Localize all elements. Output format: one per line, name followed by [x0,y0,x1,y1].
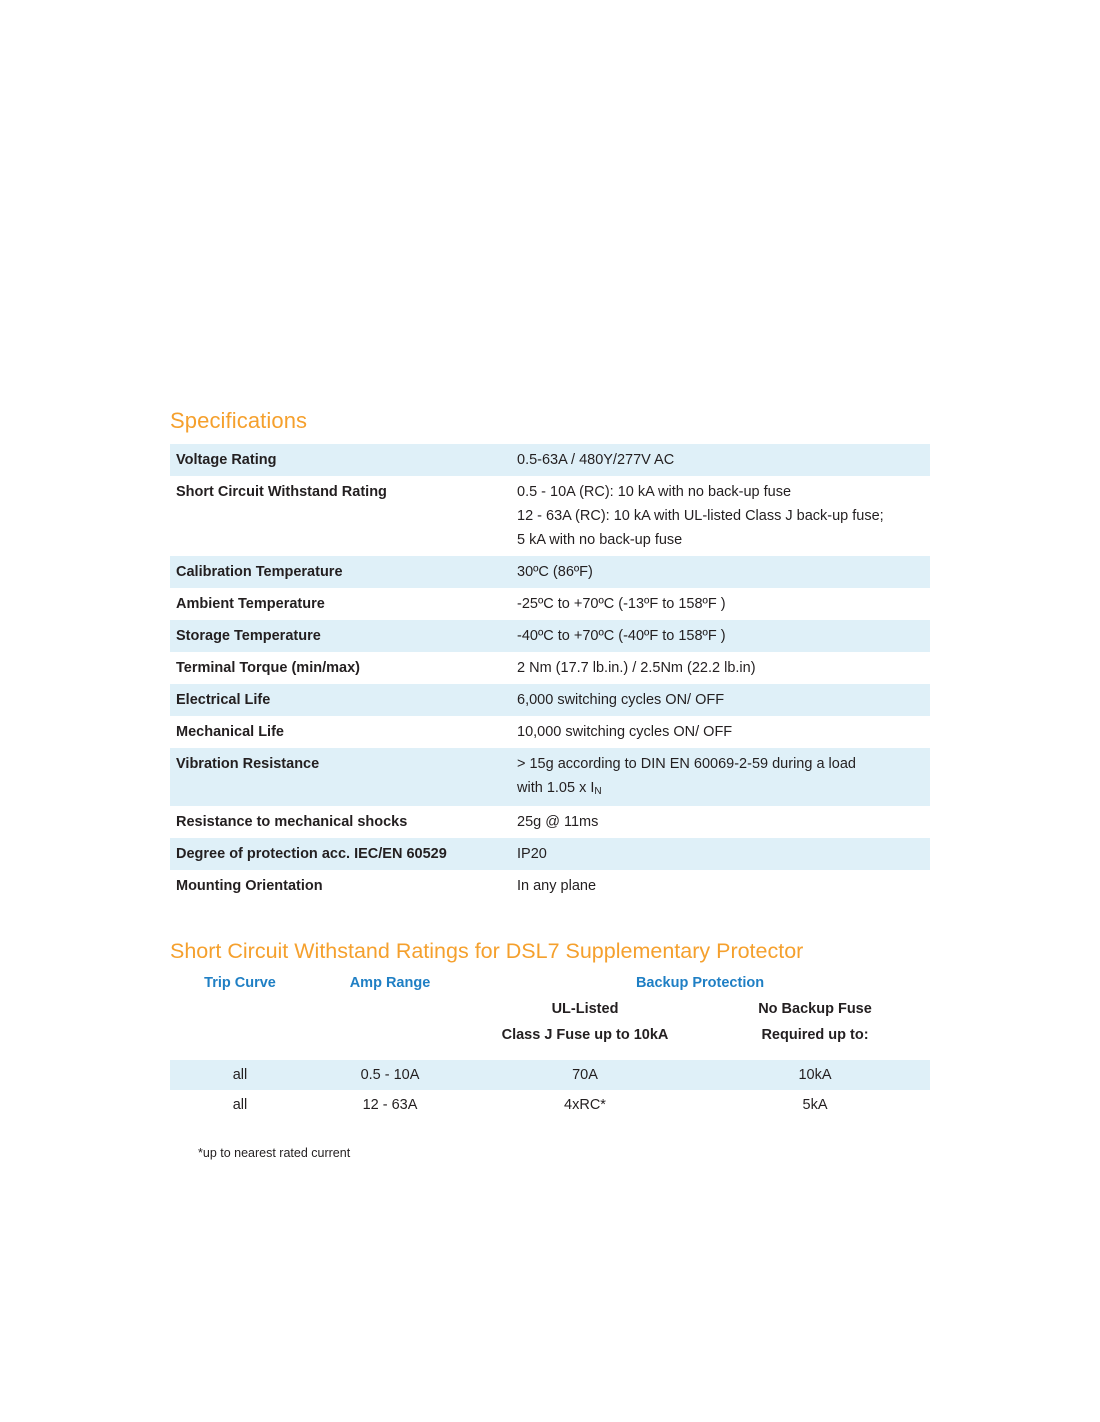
table-row [170,870,930,902]
cell-amp-range: 12 - 63A [362,1097,418,1113]
spacer-cell [470,1048,700,1060]
spec-label: Ambient Temperature [176,596,325,612]
header-row-secondary [170,996,930,1022]
short-circuit-heading: Short Circuit Withstand Ratings for DSL7 Supplementary Protector [170,939,804,963]
spec-label: Vibration Resistance [170,748,511,806]
spec-value [511,716,930,748]
cell-no-backup: 5kA [802,1097,828,1113]
table-row [170,838,930,870]
cell-amp-range: 0.5 - 10A [310,1060,470,1090]
spec-value-line: 6,000 switching cycles ON/ OFF [517,692,725,708]
spec-value-line: 5 kA with no back-up fuse [517,532,683,548]
table-row [170,684,930,716]
spacer-cell [310,1048,470,1060]
table-row [170,748,930,806]
spec-value-line: 0.5 - 10A (RC): 10 kA with no back-up fuse [517,484,792,500]
spec-label: Storage Temperature [170,620,511,652]
specifications-heading: Specifications [170,408,308,433]
header-row-primary [170,970,930,996]
spec-label: Resistance to mechanical shocks [176,814,408,830]
cell-ul-listed: 70A [470,1060,700,1090]
header-backup-protection: Backup Protection [635,975,765,991]
spec-value-line: 30ºC (86ºF) [517,564,593,580]
table-row [170,1060,930,1090]
spec-label: Short Circuit Withstand Rating [176,484,387,500]
spec-label: Terminal Torque (min/max) [176,660,360,676]
spec-value [511,444,930,476]
spec-value [511,588,930,620]
spec-value-line: 12 - 63A (RC): 10 kA with UL-listed Class J back-up fuse; [517,508,884,524]
spec-label: Mechanical Life [176,724,284,740]
spec-label: Calibration Temperature [170,556,511,588]
spec-value-line: In any plane [517,878,597,894]
spec-value [511,838,930,870]
spec-value [511,806,930,838]
spec-value-line: 0.5-63A / 480Y/277V AC [517,452,675,468]
table-row [170,588,930,620]
spec-value-line: 25g @ 11ms [517,814,599,830]
specifications-table-body [170,444,930,902]
spec-value-line: 10,000 switching cycles ON/ OFF [517,724,733,740]
content-area [170,408,930,1160]
short-circuit-table-body [170,1060,930,1120]
table-row [170,716,930,748]
header-blank-1 [170,996,310,1022]
header-amp-range: Amp Range [349,975,431,991]
spec-value-line: -25ºC to +70ºC (-13ºF to 158ºF ) [517,596,726,612]
spec-value-line: 2 Nm (17.7 lb.in.) / 2.5Nm (22.2 lb.in) [517,660,756,676]
table-row [170,556,930,588]
short-circuit-table-head [170,970,930,1060]
subscript-n: N [594,786,602,797]
spec-value [511,652,930,684]
spec-label: Electrical Life [170,684,511,716]
header-ul-listed-line1: UL-Listed [551,1001,619,1017]
spec-value [511,476,930,556]
header-blank-2 [310,996,470,1022]
header-trip-curve: Trip Curve [204,975,276,991]
header-row-tertiary [170,1022,930,1048]
header-no-backup-line2: Required up to: [761,1027,869,1043]
table-row [170,620,930,652]
spec-value-line-subscript: with 1.05 x IN [517,780,602,797]
spec-value [511,748,930,806]
table-row [170,476,930,556]
spacer-cell [170,1048,310,1060]
short-circuit-table [170,970,930,1120]
header-spacer-row [170,1048,930,1060]
table-row [170,806,930,838]
specifications-table [170,444,930,902]
table-row [170,652,930,684]
spacer-cell [700,1048,930,1060]
cell-ul-listed: 4xRC* [564,1097,606,1113]
cell-trip-curve: all [232,1097,248,1113]
table-row [170,444,930,476]
spec-value [511,556,930,588]
header-ul-listed-line2: Class J Fuse up to 10kA [501,1027,669,1043]
spec-value-line: > 15g according to DIN EN 60069-2-59 during a load [517,756,856,772]
footnote: *up to nearest rated current [198,1146,351,1160]
spec-value-line: IP20 [517,846,547,862]
spec-label: Voltage Rating [170,444,511,476]
spec-label: Mounting Orientation [176,878,323,894]
header-blank-3 [170,1022,310,1048]
cell-no-backup: 10kA [700,1060,930,1090]
cell-trip-curve: all [170,1060,310,1090]
table-row [170,1090,930,1120]
spec-value-line: -40ºC to +70ºC (-40ºF to 158ºF ) [517,628,726,644]
spec-value [511,620,930,652]
spec-value [511,684,930,716]
spec-label: Degree of protection acc. IEC/EN 60529 [170,838,511,870]
header-no-backup-line1: No Backup Fuse [758,1001,872,1017]
spec-value [511,870,930,902]
header-blank-4 [310,1022,470,1048]
